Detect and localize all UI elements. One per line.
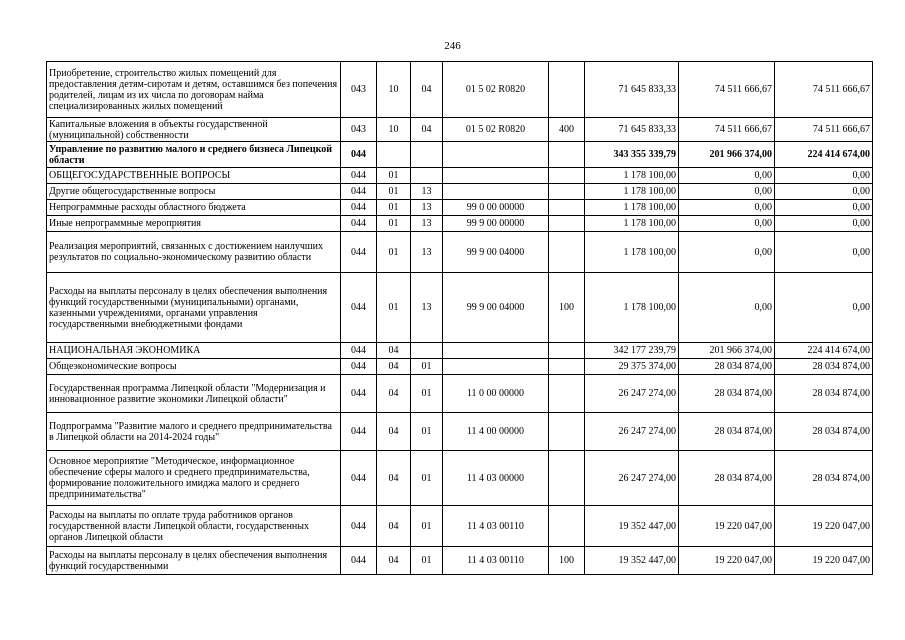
rz-cell: 04 — [377, 359, 411, 375]
rz-cell: 01 — [377, 168, 411, 184]
table-row — [47, 216, 873, 232]
csr-cell: 99 9 00 00000 — [443, 216, 549, 232]
amount-year2-cell: 0,00 — [679, 200, 775, 216]
table-row — [47, 413, 873, 451]
vr-cell: 100 — [549, 273, 585, 343]
row-name-cell: Капитальные вложения в объекты государственной (муниципальной) собственности — [47, 118, 341, 142]
ved-cell: 044 — [341, 451, 377, 506]
rz-cell: 01 — [377, 216, 411, 232]
ved-cell: 044 — [341, 142, 377, 168]
row-name-cell: Подпрограмма "Развитие малого и среднего предпринимательства в Липецкой области на 2014-2024 годы" — [47, 413, 341, 451]
ved-cell: 043 — [341, 62, 377, 118]
table-row — [47, 62, 873, 118]
table-row — [47, 451, 873, 506]
row-name-cell: Управление по развитию малого и среднего бизнеса Липецкой области — [47, 142, 341, 168]
amount-year3-cell: 74 511 666,67 — [775, 118, 873, 142]
amount-year1-cell: 1 178 100,00 — [585, 168, 679, 184]
vr-cell — [549, 216, 585, 232]
ved-cell: 044 — [341, 413, 377, 451]
csr-cell: 01 5 02 R0820 — [443, 62, 549, 118]
amount-year1-cell: 19 352 447,00 — [585, 547, 679, 575]
pr-cell: 01 — [411, 359, 443, 375]
amount-year1-cell: 26 247 274,00 — [585, 413, 679, 451]
csr-cell: 11 4 03 00110 — [443, 506, 549, 547]
table-row — [47, 232, 873, 273]
pr-cell: 01 — [411, 375, 443, 413]
pr-cell — [411, 343, 443, 359]
pr-cell: 04 — [411, 118, 443, 142]
amount-year3-cell: 0,00 — [775, 168, 873, 184]
vr-cell — [549, 168, 585, 184]
ved-cell: 044 — [341, 184, 377, 200]
amount-year2-cell: 19 220 047,00 — [679, 547, 775, 575]
vr-cell — [549, 200, 585, 216]
amount-year1-cell: 19 352 447,00 — [585, 506, 679, 547]
vr-cell — [549, 375, 585, 413]
amount-year3-cell: 0,00 — [775, 216, 873, 232]
pr-cell — [411, 142, 443, 168]
table-row — [47, 506, 873, 547]
amount-year3-cell: 224 414 674,00 — [775, 142, 873, 168]
row-name-cell: Приобретение, строительство жилых помещений для предоставления детям-сиротам и детям, оставшимся без попечения родителей, лицам из их числа по договорам найма специализированных жилых помещений — [47, 62, 341, 118]
amount-year1-cell: 26 247 274,00 — [585, 451, 679, 506]
vr-cell — [549, 506, 585, 547]
amount-year2-cell: 28 034 874,00 — [679, 375, 775, 413]
amount-year1-cell: 343 355 339,79 — [585, 142, 679, 168]
row-name-cell: Непрограммные расходы областного бюджета — [47, 200, 341, 216]
rz-cell: 01 — [377, 232, 411, 273]
pr-cell: 13 — [411, 273, 443, 343]
amount-year2-cell: 19 220 047,00 — [679, 506, 775, 547]
pr-cell: 13 — [411, 232, 443, 273]
budget-table-body — [47, 62, 873, 575]
amount-year3-cell: 28 034 874,00 — [775, 359, 873, 375]
amount-year1-cell: 29 375 374,00 — [585, 359, 679, 375]
amount-year3-cell: 0,00 — [775, 273, 873, 343]
row-name-cell: Реализация мероприятий, связанных с достижением наилучших результатов по социально-экономическому развитию области — [47, 232, 341, 273]
row-name-cell: ОБЩЕГОСУДАРСТВЕННЫЕ ВОПРОСЫ — [47, 168, 341, 184]
ved-cell: 043 — [341, 118, 377, 142]
page-number: 246 — [444, 40, 461, 52]
amount-year2-cell: 0,00 — [679, 232, 775, 273]
amount-year2-cell: 74 511 666,67 — [679, 118, 775, 142]
amount-year2-cell: 0,00 — [679, 184, 775, 200]
row-name-cell: Расходы на выплаты персоналу в целях обеспечения выполнения функций государственными (муниципальными) органами, казенными учреждениями, органами управления государственными внебюджетными фондами — [47, 273, 341, 343]
amount-year1-cell: 1 178 100,00 — [585, 273, 679, 343]
ved-cell: 044 — [341, 200, 377, 216]
amount-year1-cell: 71 645 833,33 — [585, 118, 679, 142]
amount-year3-cell: 74 511 666,67 — [775, 62, 873, 118]
rz-cell: 04 — [377, 413, 411, 451]
pr-cell: 01 — [411, 506, 443, 547]
ved-cell: 044 — [341, 216, 377, 232]
table-row — [47, 375, 873, 413]
amount-year3-cell: 28 034 874,00 — [775, 413, 873, 451]
amount-year2-cell: 28 034 874,00 — [679, 413, 775, 451]
rz-cell: 04 — [377, 506, 411, 547]
vr-cell — [549, 142, 585, 168]
table-row — [47, 142, 873, 168]
pr-cell: 01 — [411, 413, 443, 451]
row-name-cell: НАЦИОНАЛЬНАЯ ЭКОНОМИКА — [47, 343, 341, 359]
vr-cell — [549, 62, 585, 118]
csr-cell: 99 9 00 04000 — [443, 273, 549, 343]
vr-cell — [549, 451, 585, 506]
pr-cell — [411, 168, 443, 184]
amount-year3-cell: 28 034 874,00 — [775, 451, 873, 506]
row-name-cell: Расходы на выплаты персоналу в целях обеспечения выполнения функций государственными — [47, 547, 341, 575]
rz-cell — [377, 142, 411, 168]
budget-table — [46, 61, 873, 575]
table-row — [47, 118, 873, 142]
table-row — [47, 168, 873, 184]
vr-cell — [549, 413, 585, 451]
amount-year2-cell: 201 966 374,00 — [679, 142, 775, 168]
row-name-cell: Расходы на выплаты по оплате труда работников органов государственной власти Липецкой области, государственных органов Липецкой области — [47, 506, 341, 547]
csr-cell — [443, 343, 549, 359]
amount-year1-cell: 26 247 274,00 — [585, 375, 679, 413]
amount-year2-cell: 0,00 — [679, 168, 775, 184]
table-row — [47, 343, 873, 359]
amount-year2-cell: 201 966 374,00 — [679, 343, 775, 359]
amount-year2-cell: 0,00 — [679, 216, 775, 232]
row-name-cell: Общеэкономические вопросы — [47, 359, 341, 375]
ved-cell: 044 — [341, 506, 377, 547]
amount-year3-cell: 0,00 — [775, 232, 873, 273]
rz-cell: 01 — [377, 200, 411, 216]
pr-cell: 13 — [411, 200, 443, 216]
ved-cell: 044 — [341, 375, 377, 413]
pr-cell: 13 — [411, 216, 443, 232]
amount-year2-cell: 0,00 — [679, 273, 775, 343]
amount-year1-cell: 1 178 100,00 — [585, 216, 679, 232]
vr-cell — [549, 232, 585, 273]
amount-year3-cell: 19 220 047,00 — [775, 547, 873, 575]
csr-cell — [443, 168, 549, 184]
csr-cell — [443, 184, 549, 200]
csr-cell: 11 4 03 00000 — [443, 451, 549, 506]
rz-cell: 04 — [377, 547, 411, 575]
csr-cell: 01 5 02 R0820 — [443, 118, 549, 142]
pr-cell: 01 — [411, 451, 443, 506]
amount-year1-cell: 1 178 100,00 — [585, 232, 679, 273]
amount-year1-cell: 1 178 100,00 — [585, 184, 679, 200]
rz-cell: 04 — [377, 343, 411, 359]
amount-year2-cell: 74 511 666,67 — [679, 62, 775, 118]
amount-year1-cell: 1 178 100,00 — [585, 200, 679, 216]
vr-cell — [549, 184, 585, 200]
pr-cell: 13 — [411, 184, 443, 200]
ved-cell: 044 — [341, 273, 377, 343]
vr-cell — [549, 343, 585, 359]
row-name-cell: Другие общегосударственные вопросы — [47, 184, 341, 200]
ved-cell: 044 — [341, 343, 377, 359]
row-name-cell: Иные непрограммные мероприятия — [47, 216, 341, 232]
pr-cell: 01 — [411, 547, 443, 575]
rz-cell: 10 — [377, 62, 411, 118]
csr-cell: 99 9 00 04000 — [443, 232, 549, 273]
csr-cell: 11 0 00 00000 — [443, 375, 549, 413]
table-row — [47, 184, 873, 200]
amount-year2-cell: 28 034 874,00 — [679, 359, 775, 375]
table-row — [47, 200, 873, 216]
row-name-cell: Основное мероприятие "Методическое, информационное обеспечение сферы малого и среднего предпринимательства, формирование положительного имиджа малого и среднего предпринимательства" — [47, 451, 341, 506]
csr-cell: 99 0 00 00000 — [443, 200, 549, 216]
ved-cell: 044 — [341, 232, 377, 273]
ved-cell: 044 — [341, 359, 377, 375]
rz-cell: 01 — [377, 184, 411, 200]
rz-cell: 04 — [377, 375, 411, 413]
amount-year3-cell: 28 034 874,00 — [775, 375, 873, 413]
vr-cell: 400 — [549, 118, 585, 142]
row-name-cell: Государственная программа Липецкой области "Модернизация и инновационное развитие экономики Липецкой области" — [47, 375, 341, 413]
csr-cell: 11 4 03 00110 — [443, 547, 549, 575]
vr-cell — [549, 359, 585, 375]
rz-cell: 01 — [377, 273, 411, 343]
csr-cell — [443, 142, 549, 168]
rz-cell: 04 — [377, 451, 411, 506]
csr-cell: 11 4 00 00000 — [443, 413, 549, 451]
table-row — [47, 359, 873, 375]
table-row — [47, 547, 873, 575]
amount-year3-cell: 0,00 — [775, 184, 873, 200]
vr-cell: 100 — [549, 547, 585, 575]
rz-cell: 10 — [377, 118, 411, 142]
ved-cell: 044 — [341, 547, 377, 575]
amount-year2-cell: 28 034 874,00 — [679, 451, 775, 506]
amount-year1-cell: 342 177 239,79 — [585, 343, 679, 359]
amount-year1-cell: 71 645 833,33 — [585, 62, 679, 118]
pr-cell: 04 — [411, 62, 443, 118]
csr-cell — [443, 359, 549, 375]
table-row — [47, 273, 873, 343]
amount-year3-cell: 224 414 674,00 — [775, 343, 873, 359]
amount-year3-cell: 0,00 — [775, 200, 873, 216]
ved-cell: 044 — [341, 168, 377, 184]
amount-year3-cell: 19 220 047,00 — [775, 506, 873, 547]
